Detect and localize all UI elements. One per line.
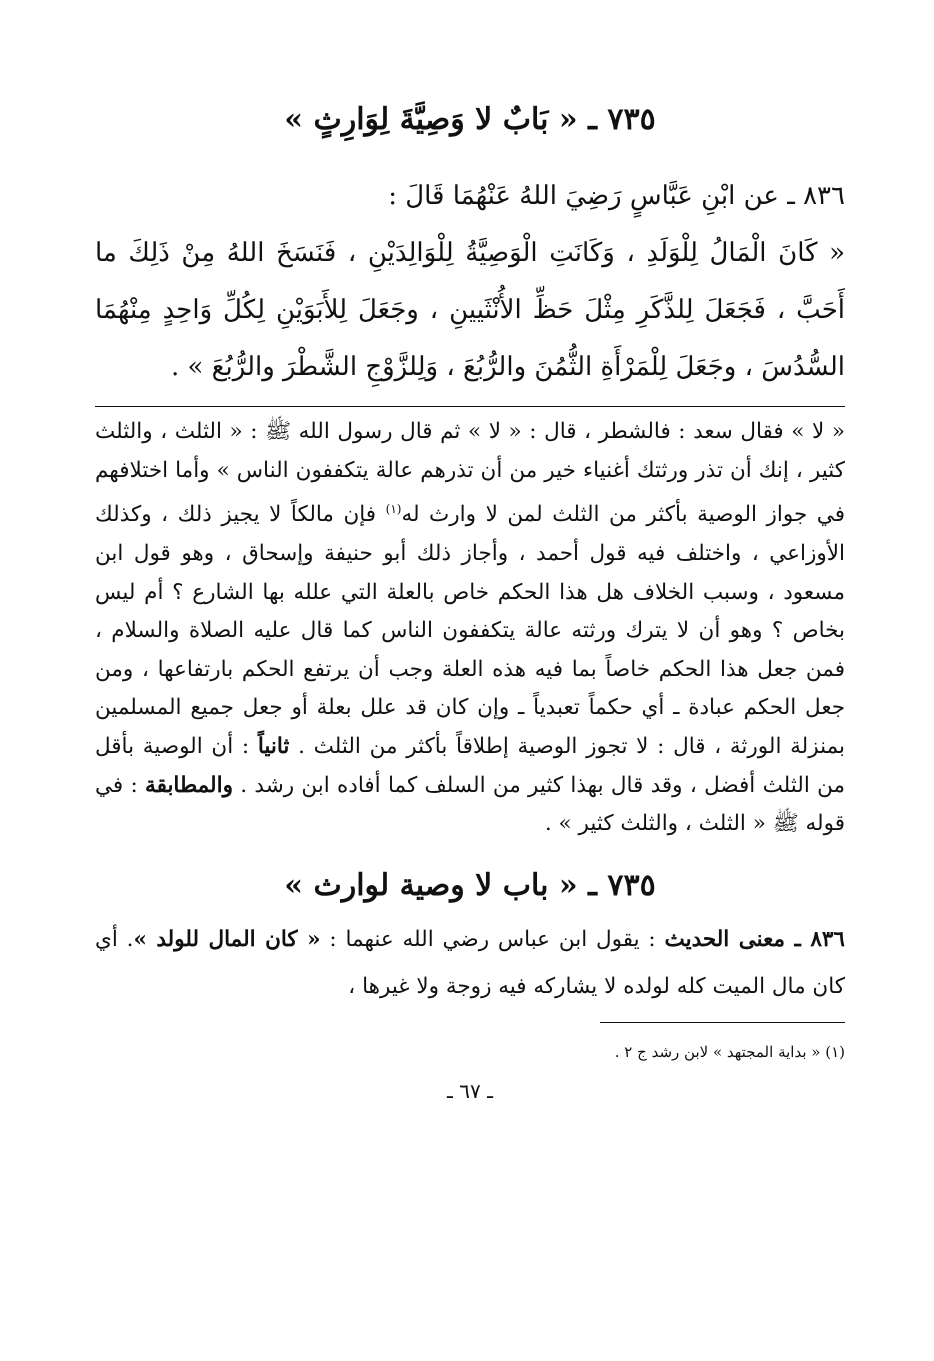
hadith-text: « كَانَ الْمَالُ لِلْوَلَدِ ، وَكَانَتِ الْوَصِيَّةُ لِلْوَالِدَيْنِ ، فَنَسَخَ اللهُ مِنْ ذَلِكَ ما أَحَبَّ ، فَجَعَلَ لِلذَّكَرِ مِثْلَ حَظِّ الأُنْثَيينِ ، وجَعَلَ لِلأَبَوَيْنِ لِكُلِّ وَاحِدٍ مِنْهُمَا السُّدُسَ ، وجَعَلَ لِلْمَرْأَةِ الثُّمُنَ والرُّبُعَ ، وَلِلزَّوْجِ الشَّطْرَ والرُّبُعَ » . [95,238,845,382]
commentary-part-4: : في قوله ﷺ « الثلث ، والثلث كثير » . [95,772,845,837]
hadith-intro: ٨٣٦ ـ عن ابْنِ عَبَّاسٍ رَضِيَ اللهُ عَنْهُمَا قَالَ : [388,181,845,211]
meaning-paragraph [95,916,845,1010]
page-number: ـ ٦٧ ـ [447,1078,493,1103]
commentary-part-1: « لا » فقال سعد : فالشطر ، قال : « لا » ثم قال رسول الله ﷺ : « الثلث ، والثلث كثير ، إنك أن تذر ورثتك أغنياء خير من أن تذرهم عالة يتكففون الناس » وأما اختلافهم في جواز الوصية بأكثر من الثلث لمن لا وارث له [95,419,845,528]
meaning-quote: « كان المال للولد » [133,926,321,952]
book-page [95,100,845,1103]
meaning-text-2: . أي كان مال الميت كله لولده لا يشاركه فيه زوجة ولا غيرها ، [95,926,845,999]
section-heading: ٧٣٥ ـ « باب لا وصية لوارث » [284,867,656,903]
footnote-reference: (١) [385,502,402,517]
thaniyan-label: ثانياً [257,733,290,759]
commentary-part-2: فإن مالكاً لا يجيز ذلك ، وكذلك الأوزاعي ، واختلف فيه قول أحمد ، وأجاز ذلك أبو حنيفة وإسحاق ، وهو قول ابن مسعود ، وسبب الخلاف هل هذا الحكم خاص بالعلة التي علله بها الشارع ؟ أم ليس بخاص ؟ وهو أن لا يترك ورثته عالة يتكففون الناس كما قال عليه الصلاة والسلام ، فمن جعل هذا الحكم خاصاً بما فيه هذه العلة وجب أن يرتفع الحكم بارتفاعها ، ومن جعل الحكم عبادة ـ أي حكماً تعبدياً ـ وإن كان قد علل بعلة أو جعل جميع المسلمين بمنزلة الورثة ، قال : لا تجوز الوصية إطلاقاً بأكثر من الثلث . [95,502,845,759]
footnote: (١) « بداية المجتهد » لابن رشد ج ٢ . [614,1042,845,1061]
commentary-part-3: : أن الوصية بأقل من الثلث أفضل ، وقد قال بهذا كثير من السلف كما أفاده ابن رشد . [95,733,845,798]
mutabaqa-label: والمطابقة [145,772,233,798]
footnote-divider [600,1022,845,1023]
chapter-heading: ٧٣٥ ـ « بَابٌ لا وَصِيَّةَ لِوَارِثٍ » [284,102,656,137]
hadith-divider [95,406,845,407]
meaning-text-1: : يقول ابن عباس رضي الله عنهما : [320,926,665,952]
commentary-paragraph [95,413,845,844]
meaning-number-label: ٨٣٦ ـ معنى الحديث [664,926,845,952]
